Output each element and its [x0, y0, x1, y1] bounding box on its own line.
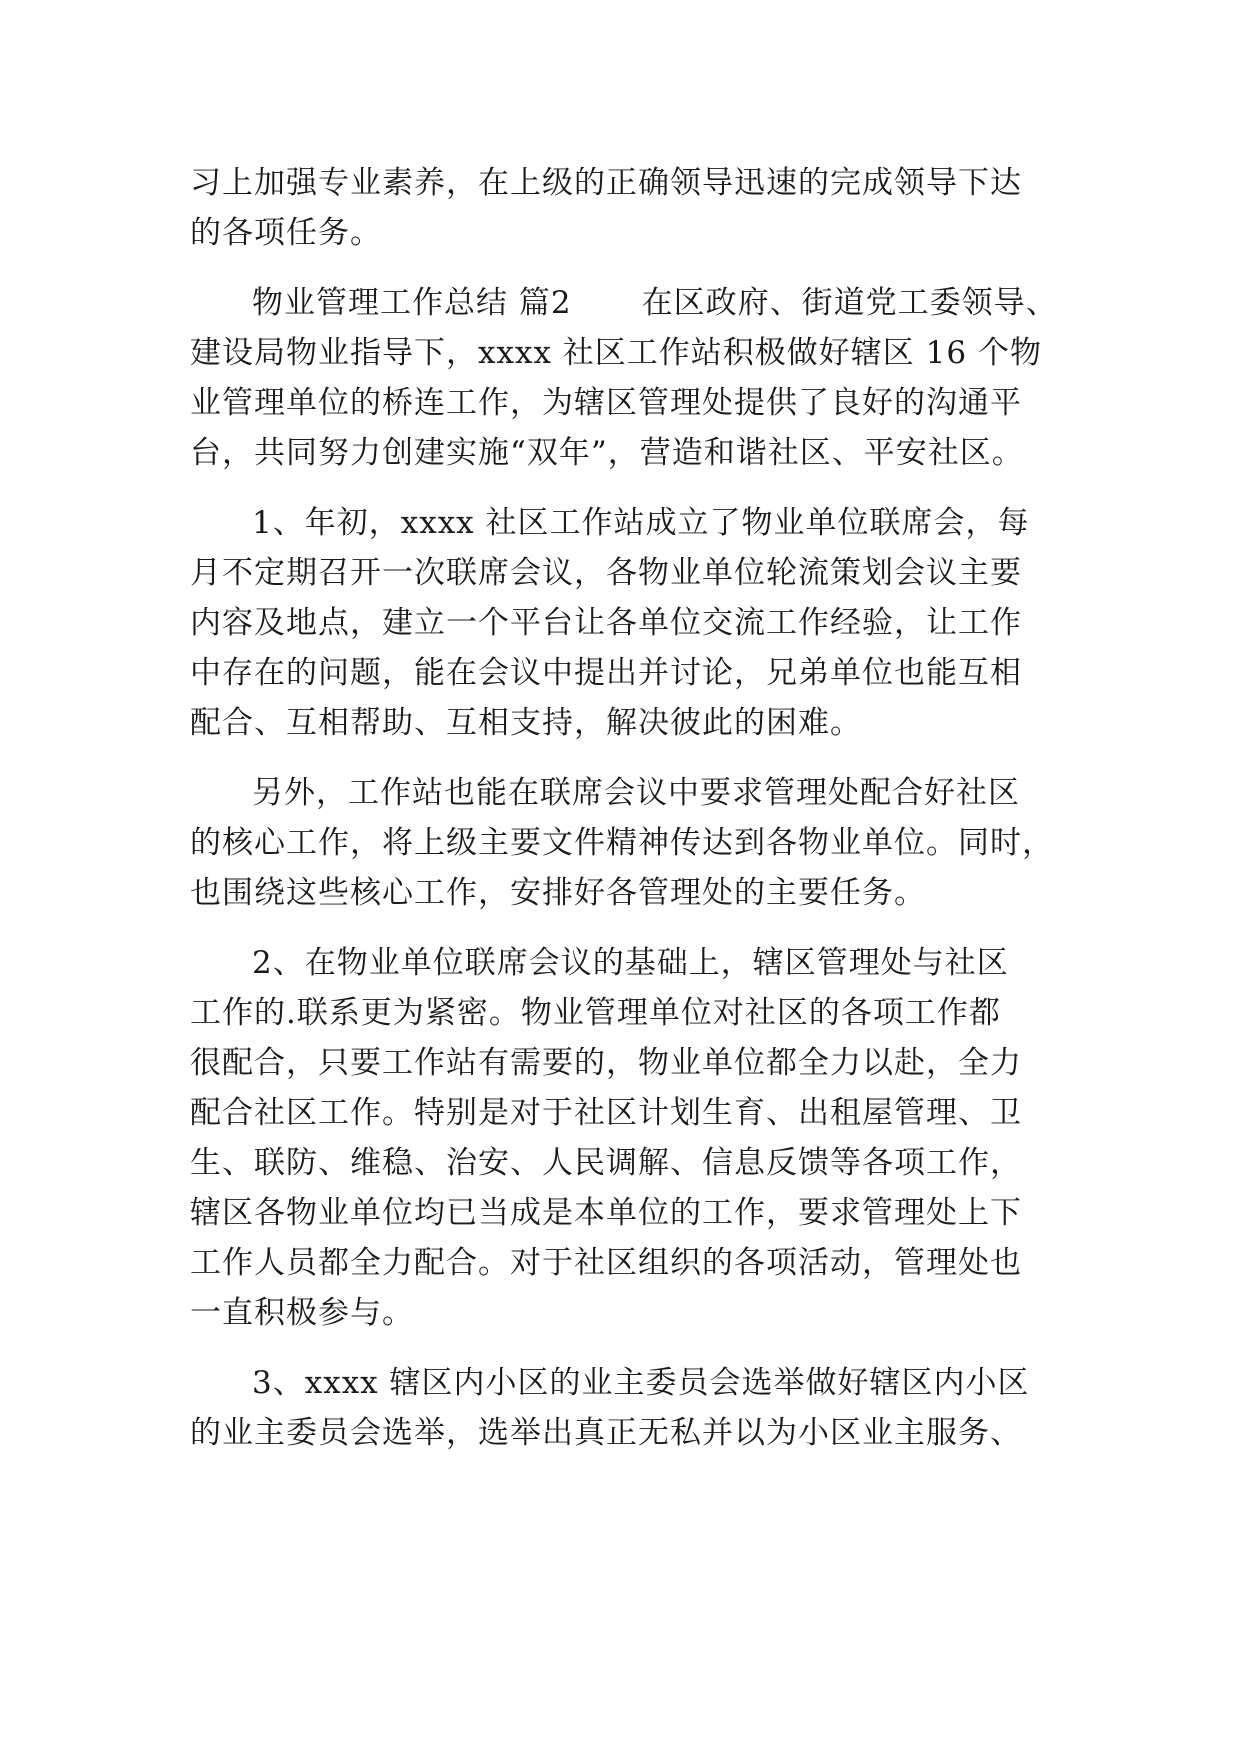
- text-line: 另外，工作站也能在联席会议中要求管理处配合好社区: [252, 775, 1020, 811]
- text-line: 工作人员都全力配合。对于社区组织的各项活动，管理处也: [190, 1245, 1022, 1281]
- text-line: 也围绕这些核心工作，安排好各管理处的主要任务。: [190, 875, 926, 911]
- document-body: [190, 158, 1080, 1458]
- text-line: 一直积极参与。: [190, 1295, 414, 1331]
- text-line: 辖区各物业单位均已当成是本单位的工作，要求管理处上下: [190, 1195, 1022, 1231]
- text-line: 1、年初，xxxx 社区工作站成立了物业单位联席会，每: [252, 505, 1030, 541]
- text-line: 的核心工作，将上级主要文件精神传达到各物业单位。同时，: [190, 825, 1054, 861]
- text-line: 建设局物业指导下，xxxx 社区工作站积极做好辖区 16 个物: [190, 335, 1042, 371]
- text-line: 中存在的问题，能在会议中提出并讨论，兄弟单位也能互相: [190, 655, 1022, 691]
- text-line-segment: 在区政府、街道党工委领导、: [641, 285, 1058, 321]
- text-line: 工作的.联系更为紧密。物业管理单位对社区的各项工作都: [190, 995, 1001, 1031]
- text-line: 的业主委员会选举，选举出真正无私并以为小区业主服务、: [190, 1415, 1022, 1451]
- text-line: 3、xxxx 辖区内小区的业主委员会选举做好辖区内小区: [252, 1365, 1030, 1401]
- text-line: 生、联防、维稳、治安、人民调解、信息反馈等各项工作，: [190, 1145, 1022, 1181]
- text-line: 台，共同努力创建实施“双年”，营造和谐社区、平安社区。: [190, 435, 1024, 471]
- text-line: 2、在物业单位联席会议的基础上，辖区管理处与社区: [252, 945, 1009, 981]
- text-line: 的各项任务。: [190, 215, 382, 251]
- section-title: 物业管理工作总结 篇2: [252, 285, 572, 321]
- section-heading-line: [190, 278, 1080, 328]
- text-line: 配合、互相帮助、互相支持，解决彼此的困难。: [190, 705, 862, 741]
- text-line: 内容及地点，建立一个平台让各单位交流工作经验，让工作: [190, 605, 1022, 641]
- text-line: 业管理单位的桥连工作，为辖区管理处提供了良好的沟通平: [190, 385, 1022, 421]
- text-line: 月不定期召开一次联席会议，各物业单位轮流策划会议主要: [190, 555, 1022, 591]
- text-line: 习上加强专业素养，在上级的正确领导迅速的完成领导下达: [190, 165, 1022, 201]
- text-line: 很配合，只要工作站有需要的，物业单位都全力以赴，全力: [190, 1045, 1022, 1081]
- text-line: 配合社区工作。特别是对于社区计划生育、出租屋管理、卫: [190, 1095, 1022, 1131]
